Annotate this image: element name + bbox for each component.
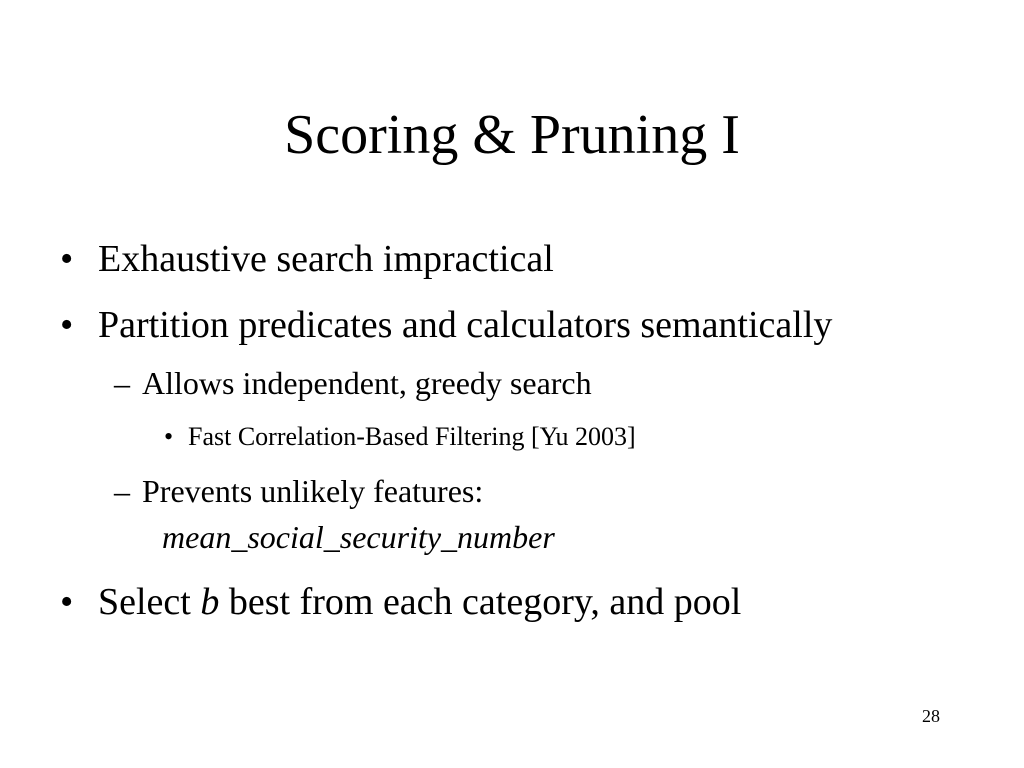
sub-sub-bullet-marker: • (164, 422, 174, 451)
sub-bullet-marker: – (114, 473, 130, 509)
page-number: 28 (922, 706, 940, 726)
sub-bullet-marker: – (114, 365, 130, 401)
sub-bullet-text: Prevents unlikely features: (142, 473, 484, 509)
bullet-marker: • (60, 581, 74, 623)
sub-sub-bullet-text: Fast Correlation-Based Filtering [Yu 2003] (188, 422, 636, 451)
bullet-text: Exhaustive search impractical (98, 238, 554, 280)
bullet-marker: • (60, 238, 74, 280)
sub-bullet-continuation: mean_social_security_number (162, 519, 555, 555)
bullet-text-italic: b (200, 581, 220, 623)
sub-bullet-text: Allows independent, greedy search (142, 365, 592, 401)
bullet-text-after: best from each category, and pool (219, 581, 742, 623)
bullet-text (98, 580, 741, 624)
bullet-text-before: Select (98, 581, 201, 623)
slide-title: Scoring & Pruning I (284, 104, 740, 166)
bullet-text: Partition predicates and calculators semantically (98, 304, 833, 346)
bullet-marker: • (60, 304, 74, 346)
